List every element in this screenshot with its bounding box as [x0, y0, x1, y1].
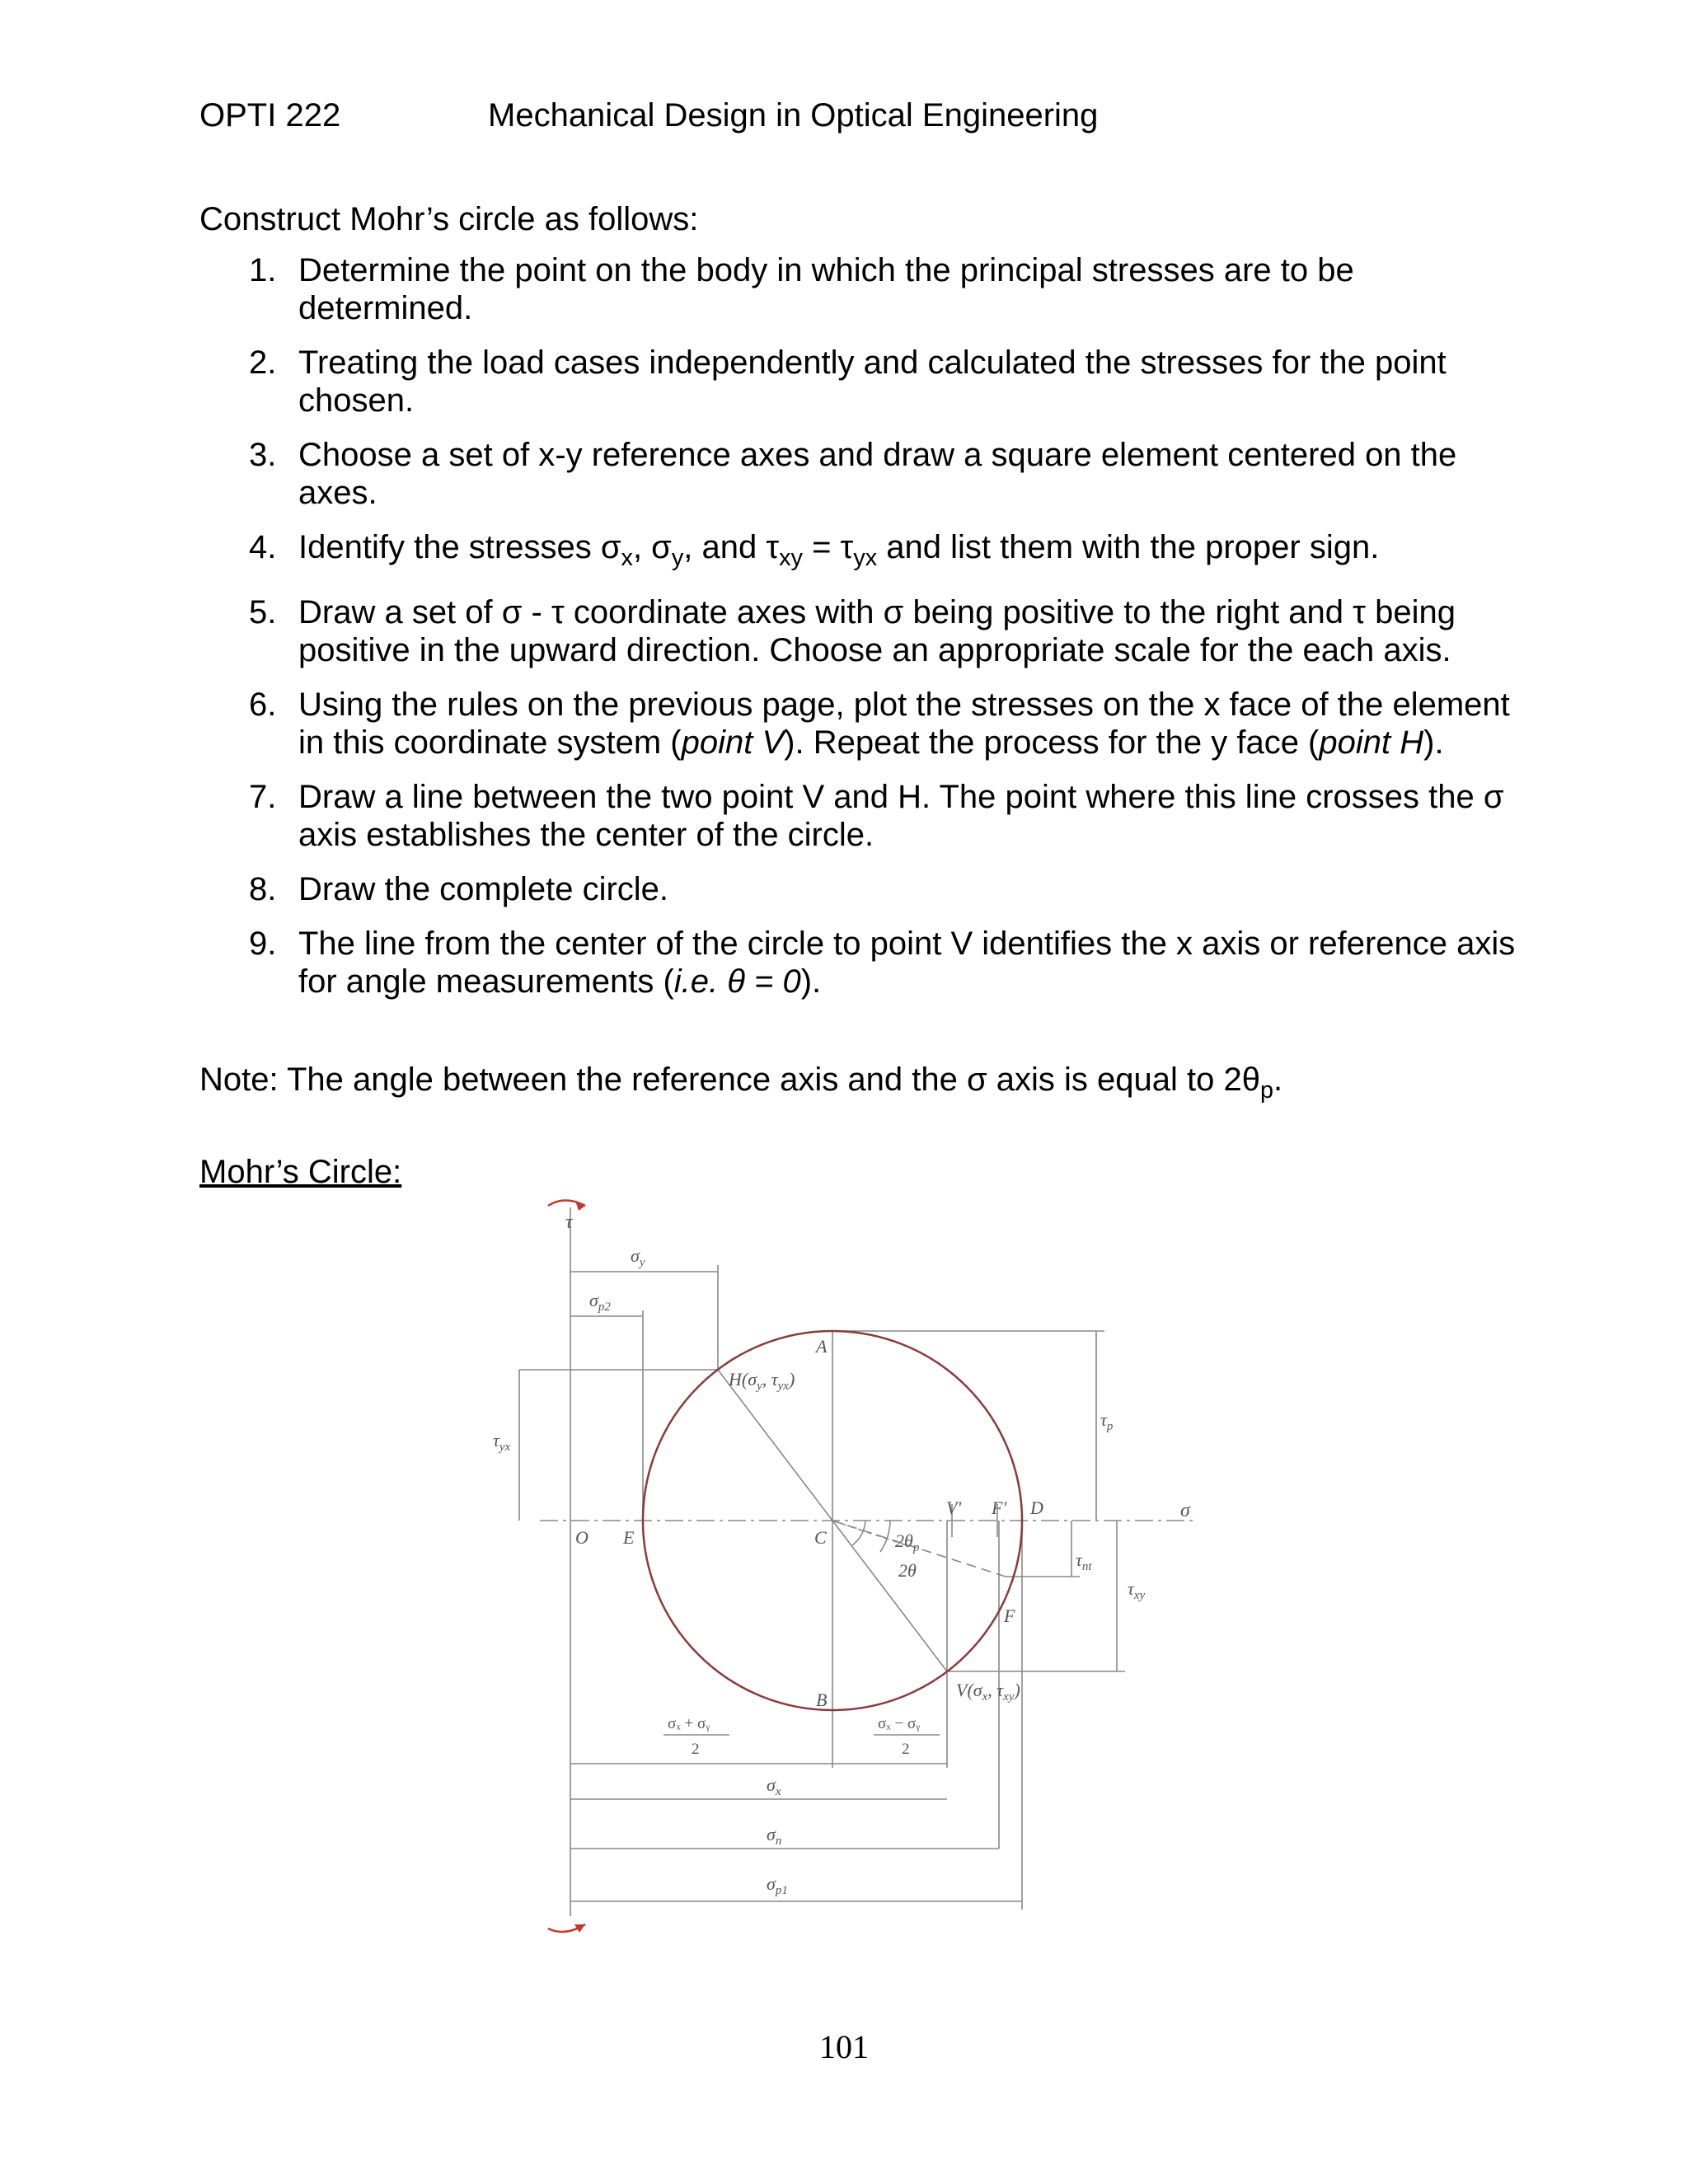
average-stress-denominator: 2	[692, 1741, 700, 1758]
list-item	[249, 870, 1535, 908]
point-f-prime-label: F'	[992, 1497, 1007, 1518]
step-text: Draw a set of σ - τ coordinate axes with σ being positive to the right and τ being positive in the upward direction. Choose an appropriate scale for the each axis.	[298, 594, 1456, 668]
step-number: 6.	[249, 687, 277, 723]
sigma-p2-label: $\sigma_{p2}$	[589, 1290, 611, 1314]
point-a-label: A	[816, 1336, 828, 1357]
course-code: OPTI 222	[199, 97, 341, 134]
step-number: 3.	[249, 437, 277, 473]
average-stress-numerator: σₓ + σᵧ	[668, 1715, 710, 1732]
step-text: The line from the center of the circle to point V identifies the x axis or reference axis for angle measurements (i.e. θ = 0).	[298, 926, 1516, 1000]
list-item	[249, 593, 1535, 669]
list-item	[249, 686, 1535, 762]
list-item	[249, 251, 1535, 327]
list-item	[249, 925, 1535, 1001]
page-number: 101	[819, 2028, 869, 2065]
step-number: 4.	[249, 529, 277, 565]
tau-xy-label: $\tau_{xy}$	[1128, 1578, 1146, 1602]
step-text: Draw the complete circle.	[298, 871, 669, 907]
sigma-axis-label: σ	[1180, 1500, 1190, 1521]
step-text: Treating the load cases independently and calculated the stresses for the point chosen.	[298, 344, 1447, 419]
point-c-label: C	[814, 1527, 827, 1548]
half-difference-denominator: 2	[902, 1741, 910, 1758]
mohr-circle-diagram	[462, 1191, 1220, 1966]
step-text: Using the rules on the previous page, plot the stresses on the x face of the element in this coordinate system (point V). Repeat the process for the y face (point H).	[298, 687, 1510, 761]
point-b-label: B	[816, 1690, 828, 1710]
point-o-label: O	[575, 1527, 588, 1548]
list-item	[249, 528, 1535, 577]
point-v-prime-label: V'	[946, 1497, 962, 1518]
two-theta-label: 2θ	[898, 1560, 917, 1581]
list-item	[249, 344, 1535, 419]
step-number: 1.	[249, 252, 277, 288]
step-number: 7.	[249, 779, 277, 815]
sigma-n-label: $\sigma_n$	[767, 1824, 782, 1848]
half-difference-numerator: σₓ − σᵧ	[878, 1715, 921, 1732]
point-v-label: $V(\sigma_x$, $\tau_{xy}$)	[956, 1680, 1020, 1704]
step-number: 2.	[249, 344, 277, 381]
tau-axis-label: τ	[565, 1212, 573, 1233]
point-e-label: E	[623, 1527, 635, 1548]
tau-p-label: $\tau_p$	[1100, 1409, 1114, 1433]
sigma-p1-label: $\sigma_{p1}$	[767, 1873, 788, 1897]
step-number: 8.	[249, 871, 277, 907]
steps-list	[249, 251, 1535, 1017]
note-text: Note: The angle between the reference axis and the σ axis is equal to $2\theta_p$.	[199, 1062, 1283, 1104]
list-item	[249, 436, 1535, 512]
two-theta-p-label: $2\theta_p$	[895, 1530, 920, 1554]
dimension-lines	[519, 1207, 1195, 1916]
sigma-x-label: $\sigma_x$	[767, 1774, 781, 1798]
point-f-label: F	[1004, 1605, 1015, 1626]
step-text: Determine the point on the body in which the principal stresses are to be determined.	[298, 252, 1354, 326]
intro-text: Construct Mohr’s circle as follows:	[199, 201, 699, 237]
point-d-label: D	[1030, 1497, 1043, 1518]
point-h-label: $H(\sigma_y$, $\tau_{yx}$)	[729, 1369, 795, 1393]
step-text: Choose a set of x-y reference axes and draw a square element centered on the axes.	[298, 437, 1457, 511]
step-number: 9.	[249, 926, 277, 962]
course-title: Mechanical Design in Optical Engineering	[488, 97, 1099, 134]
step-text: Identify the stresses $\sigma_x$, $\sigma_y$, and $\tau_{xy} = \tau_{yx}$ and list them with the proper sign.	[298, 529, 1380, 571]
sigma-y-label: $\sigma_y$	[631, 1245, 645, 1269]
step-number: 5.	[249, 594, 277, 630]
tau-nt-label: $\tau_{nt}$	[1076, 1549, 1092, 1573]
tau-yx-label: $\tau_{yx}$	[493, 1430, 511, 1454]
arrowhead-icon	[575, 1201, 585, 1211]
mohr-circle-heading: Mohr’s Circle:	[199, 1154, 402, 1190]
list-item	[249, 778, 1535, 854]
step-text: Draw a line between the two point V and H. The point where this line crosses the σ axis establishes the center of the circle.	[298, 779, 1504, 853]
